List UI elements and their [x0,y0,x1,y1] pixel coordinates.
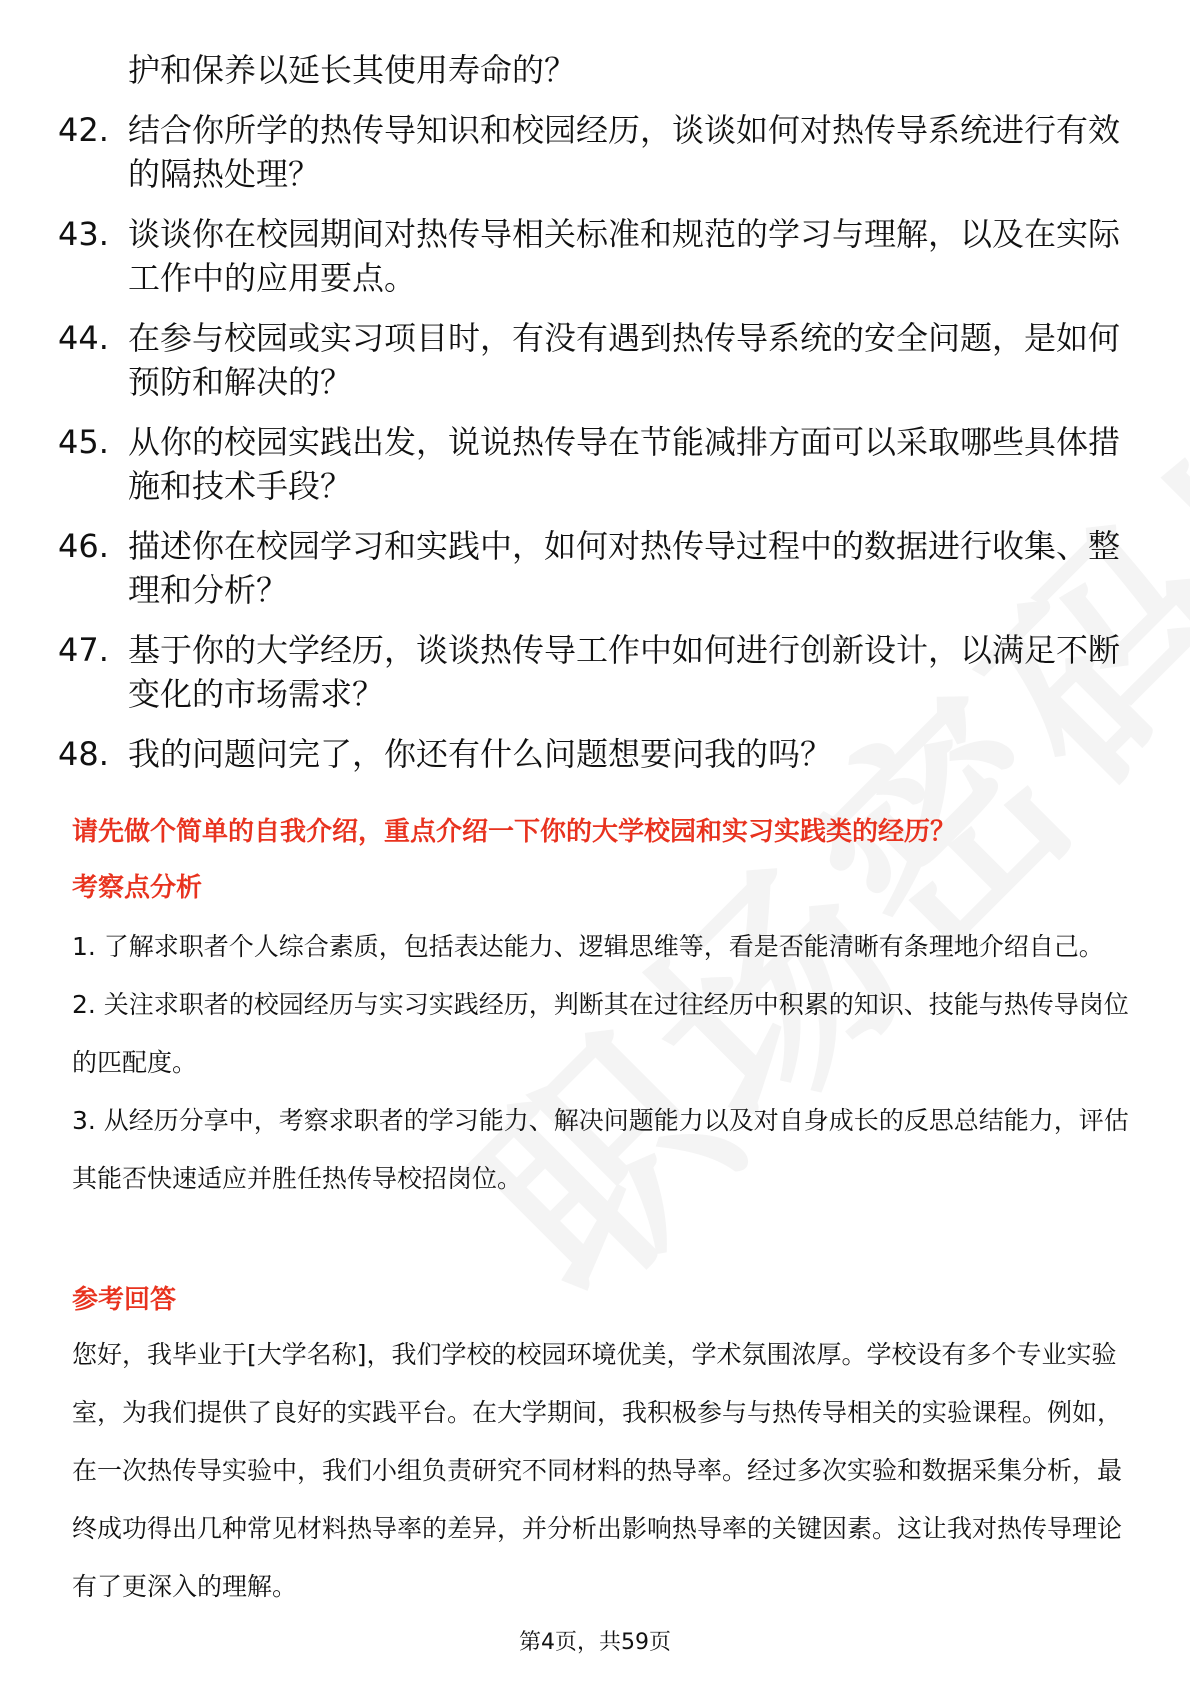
question-text: 结合你所学的热传导知识和校园经历，谈谈如何对热传导系统进行有效的隔热处理？ [128,111,1121,193]
question-number: 43. [58,215,109,253]
question-text: 我的问题问完了，你还有什么问题想要问我的吗？ [128,735,833,773]
question-item-42 [58,108,1138,196]
question-text: 谈谈你在校园期间对热传导相关标准和规范的学习与理解，以及在实际工作中的应用要点。 [128,215,1121,297]
answer-text: 您好，我毕业于[大学名称]，我们学校的校园环境优美，学术氛围浓厚。学校设有多个专业实验室，为我们提供了良好的实践平台。在大学期间，我积极参与与热传导相关的实验课程。例如，在一次热传导实验中，我们小组负责研究不同材料的热导率。经过多次实验和数据采集分析，最终成功得出几种常见材料热导率的差异，并分析出影响热导率的关键因素。这让我对热传导理论有了更深入的理解。 [72,1340,1123,1601]
page-footer: 第4页，共59页 [519,1630,671,1655]
question-item-46 [58,524,1138,612]
analysis-title: 考察点分析 [72,873,203,903]
question-number: 46. [58,527,109,565]
question-text: 从你的校园实践出发，说说热传导在节能减排方面可以采取哪些具体措施和技术手段？ [128,423,1121,505]
analysis-point: 1. 了解求职者个人综合素质，包括表达能力、逻辑思维等，看是否能清晰有条理地介绍自己。 [72,932,1104,961]
analysis-section [72,918,1132,1208]
question-item-48 [58,732,1138,776]
answer-title: 参考回答 [72,1285,177,1315]
question-item-43 [58,212,1138,300]
highlight-question: 请先做个简单的自我介绍，重点介绍一下你的大学校园和实习实践类的经历？ [72,817,957,847]
question-number: 48. [58,735,109,773]
question-item-47 [58,628,1138,716]
question-text: 描述你在校园学习和实践中，如何对热传导过程中的数据进行收集、整理和分析？ [128,527,1121,609]
analysis-point: 2. 关注求职者的校园经历与实习实践经历，判断其在过往经历中积累的知识、技能与热传导岗位的匹配度。 [72,990,1129,1077]
question-list [58,48,1138,792]
question-number: 45. [58,423,109,461]
question-item-44 [58,316,1138,404]
question-item-45 [58,420,1138,508]
analysis-point: 3. 从经历分享中，考察求职者的学习能力、解决问题能力以及对自身成长的反思总结能力，评估其能否快速适应并胜任热传导校招岗位。 [72,1106,1129,1193]
question-text: 基于你的大学经历，谈谈热传导工作中如何进行创新设计，以满足不断变化的市场需求？ [128,631,1121,713]
question-number: 42. [58,111,109,149]
question-text: 在参与校园或实习项目时，有没有遇到热传导系统的安全问题，是如何预防和解决的？ [128,319,1121,401]
question-number: 44. [58,319,109,357]
question-continued: 护和保养以延长其使用寿命的？ [128,51,577,89]
question-number: 47. [58,631,109,669]
answer-section [72,1326,1132,1616]
